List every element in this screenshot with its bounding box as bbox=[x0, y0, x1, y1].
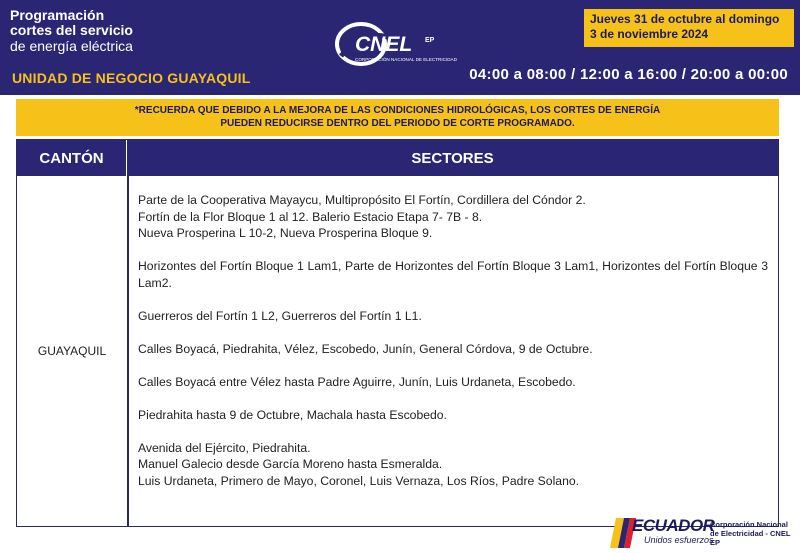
sector-line: Nueva Prosperina L 10-2, Nueva Prosperina Bloque 9. bbox=[138, 226, 433, 240]
sector-line: Calles Boyacá, Piedrahita, Vélez, Escobedo, Junín, General Córdova, 9 de Octubre. bbox=[138, 341, 593, 356]
corporation-line-1: Corporación Nacional bbox=[710, 520, 788, 529]
page-title bbox=[10, 8, 133, 54]
corporation-label bbox=[710, 520, 795, 547]
sector-paragraph bbox=[138, 440, 768, 490]
title-line-3: de energía eléctrica bbox=[10, 38, 133, 54]
sector-paragraph bbox=[138, 374, 768, 391]
canton-cell: GUAYAQUIL bbox=[37, 344, 107, 358]
logo-suffix: EP bbox=[425, 37, 435, 44]
column-divider bbox=[127, 176, 129, 526]
sector-paragraph bbox=[138, 192, 768, 242]
notice-line-2: PUEDEN REDUCIRSE DENTRO DEL PERIODO DE CORTE PROGRAMADO. bbox=[220, 118, 575, 129]
cnel-logo bbox=[333, 18, 463, 73]
ecuador-footer-logo bbox=[610, 516, 795, 550]
sector-line: Avenida del Ejército, Piedrahita. bbox=[138, 440, 311, 455]
sector-line: Parte de la Cooperativa Mayaycu, Multipropósito El Fortín, Cordillera del Cóndor 2. bbox=[138, 193, 586, 207]
sectores-cell bbox=[138, 192, 768, 506]
title-line-1: Programación bbox=[10, 7, 105, 23]
sector-line: Horizontes del Fortín Bloque 1 Lam1, Parte de Horizontes del Fortín Bloque 3 Lam1, Horizontes del Fortín Bloque 3 Lam2. bbox=[138, 259, 768, 290]
sector-line: Calles Boyacá entre Vélez hasta Padre Aguirre, Junín, Luis Urdaneta, Escobedo. bbox=[138, 374, 576, 389]
sector-paragraph bbox=[138, 308, 768, 325]
sector-line: Fortín de la Flor Bloque 1 al 12. Balerio Estacio Etapa 7- 7B - 8. bbox=[138, 209, 483, 224]
sector-paragraph bbox=[138, 258, 768, 291]
schedule-table bbox=[16, 139, 779, 527]
sector-line: Guerreros del Fortín 1 L2, Guerreros del Fortín 1 L1. bbox=[138, 308, 422, 323]
date-range-box bbox=[584, 9, 794, 47]
column-header-sectores: SECTORES bbox=[127, 140, 778, 176]
ecuador-wordmark: ECUADOR bbox=[632, 516, 715, 535]
sector-line: Luis Urdaneta, Primero de Mayo, Coronel, Luis Vernaza, Los Ríos, Padre Solano. bbox=[138, 473, 580, 488]
header-banner bbox=[0, 0, 800, 95]
sector-line: Manuel Galecio desde García Moreno hasta Esmeralda. bbox=[138, 457, 443, 471]
date-line-2: 3 de noviembre 2024 bbox=[590, 27, 709, 41]
title-line-2: cortes del servicio bbox=[10, 22, 133, 38]
sector-paragraph bbox=[138, 407, 768, 424]
notice-banner bbox=[16, 99, 779, 136]
logo-tagline: CORPORACIÓN NACIONAL DE ELECTRICIDAD bbox=[355, 57, 457, 62]
outage-hours: 04:00 a 08:00 / 12:00 a 16:00 / 20:00 a 00:00 bbox=[469, 66, 788, 83]
sector-paragraph bbox=[138, 341, 768, 358]
cnel-logo-icon bbox=[333, 18, 463, 73]
logo-text: CNEL bbox=[355, 33, 413, 56]
column-header-canton: CANTÓN bbox=[17, 140, 127, 176]
sector-line: Piedrahita hasta 9 de Octubre, Machala hasta Escobedo. bbox=[138, 407, 447, 422]
business-unit: UNIDAD DE NEGOCIO GUAYAQUIL bbox=[12, 70, 251, 86]
corporation-line-2: de Electricidad - CNEL EP bbox=[710, 529, 791, 547]
date-line-1: Jueves 31 de octubre al domingo bbox=[590, 12, 780, 26]
notice-line-1: *RECUERDA QUE DEBIDO A LA MEJORA DE LAS CONDICIONES HIDROLÓGICAS, LOS CORTES DE ENERGÍA bbox=[134, 105, 661, 116]
ecuador-slogan: Unidos esfuerzos bbox=[644, 535, 714, 545]
